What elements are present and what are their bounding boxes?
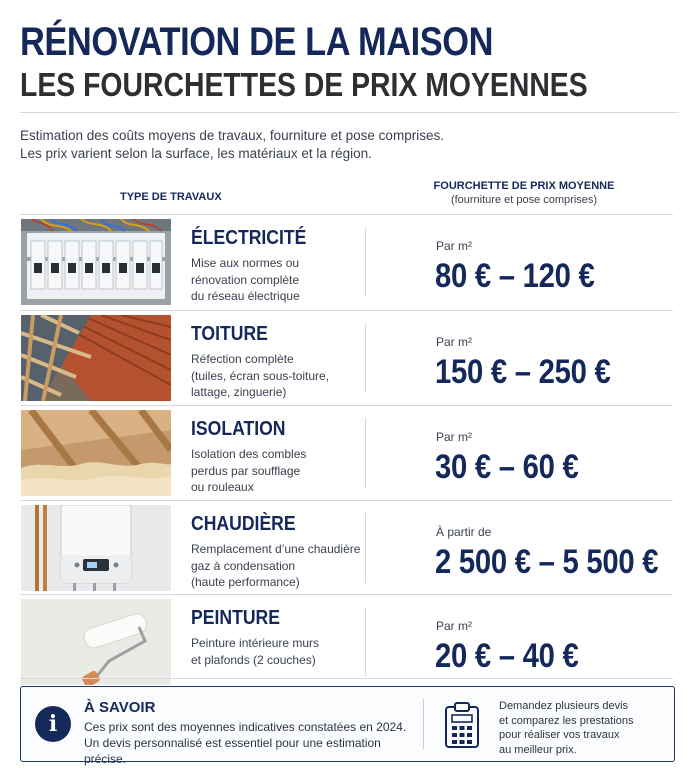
column-header-type: TYPE DE TRAVAUX [120,191,222,203]
intro-line-2: Les prix varient selon la surface, les matériaux et la région. [20,146,372,161]
row-description-line: ou rouleaux [191,480,254,494]
paint-roller-photo [21,599,171,685]
price-unit: Par m² [436,335,472,349]
row-description-line: gaz à condensation [191,558,296,573]
price-range: 20 € – 40 € [435,637,579,675]
row-title: TOITURE [191,323,268,345]
table-row-toiture [20,310,673,405]
price-unit: Par m² [436,239,472,253]
price-unit: Par m² [436,619,472,633]
info-title: À SAVOIR [84,699,156,716]
row-description-line: (tuiles, écran sous-toiture, [191,368,330,383]
column-header-price [400,180,648,206]
table-row-electricite [20,214,673,309]
row-description-line: Isolation des combles [191,447,307,461]
intro-line-1: Estimation des coûts moyens de travaux, fourniture et pose comprises. [20,128,444,143]
table-row-isolation [20,405,673,500]
info-line-2: Un devis personnalisé est essentiel pour une estimation précise. [84,736,381,766]
page-title: RÉNOVATION DE LA MAISON [20,20,493,64]
price-range: 30 € – 60 € [435,448,579,486]
row-description-line: Remplacement d’une chaudière [191,542,361,556]
intro-text [20,127,444,163]
column-header-price-title: FOURCHETTE DE PRIX MOYENNE [433,180,615,192]
price-unit: Par m² [436,430,472,444]
row-description-line: lattage, zinguerie) [191,385,287,399]
row-description-line: rénovation complète [191,272,300,287]
row-description [191,446,371,496]
info-box [20,686,675,766]
row-description [191,541,371,591]
row-description [191,351,371,401]
info-divider [423,699,424,749]
info-icon: i [35,706,71,742]
advice-line: au meilleur prix. [499,743,577,756]
boiler-photo [21,505,171,591]
price-range: 80 € – 120 € [435,257,595,295]
table-bottom-divider [20,678,673,679]
row-title: PEINTURE [191,607,280,629]
page-subtitle: LES FOURCHETTES DE PRIX MOYENNES [20,66,588,103]
column-divider [365,418,366,488]
title-divider [20,112,679,113]
row-description-line: et plafonds (2 couches) [191,652,316,667]
price-range: 150 € – 250 € [435,353,611,391]
row-description [191,255,371,305]
row-description-line: Réfection complète [191,352,294,366]
info-text [84,719,424,767]
advice-line: pour réaliser vos travaux [499,729,620,741]
column-divider [365,513,366,583]
price-unit: À partir de [436,525,492,539]
calculator-clipboard-icon [444,701,480,749]
attic-insulation-photo [21,410,171,496]
table-row-peinture [20,594,673,689]
row-description-line: Mise aux normes ou [191,256,300,270]
row-description-line: perdus par soufflage [191,463,301,478]
row-title: ÉLECTRICITÉ [191,227,307,249]
row-title: CHAUDIÈRE [191,513,296,535]
column-header-price-subtitle: (fourniture et pose comprises) [450,194,598,206]
row-title: ISOLATION [191,418,286,440]
table-row-chaudiere [20,500,673,595]
row-description-line: du réseau électrique [191,289,300,303]
row-description-line: (haute performance) [191,575,300,589]
column-divider [365,607,366,677]
electrical-panel-photo [21,219,171,305]
column-divider [365,323,366,393]
row-description [191,635,371,668]
advice-line: Demandez plusieurs devis [499,700,629,712]
row-description-line: Peinture intérieure murs [191,636,320,650]
advice-line: et comparez les prestations [499,714,634,727]
column-divider [365,227,366,297]
info-line-1: Ces prix sont des moyennes indicatives constatées en 2024. [84,720,407,734]
price-range: 2 500 € – 5 500 € [435,543,659,581]
advice-text [499,699,659,757]
roof-tiles-photo [21,315,171,401]
